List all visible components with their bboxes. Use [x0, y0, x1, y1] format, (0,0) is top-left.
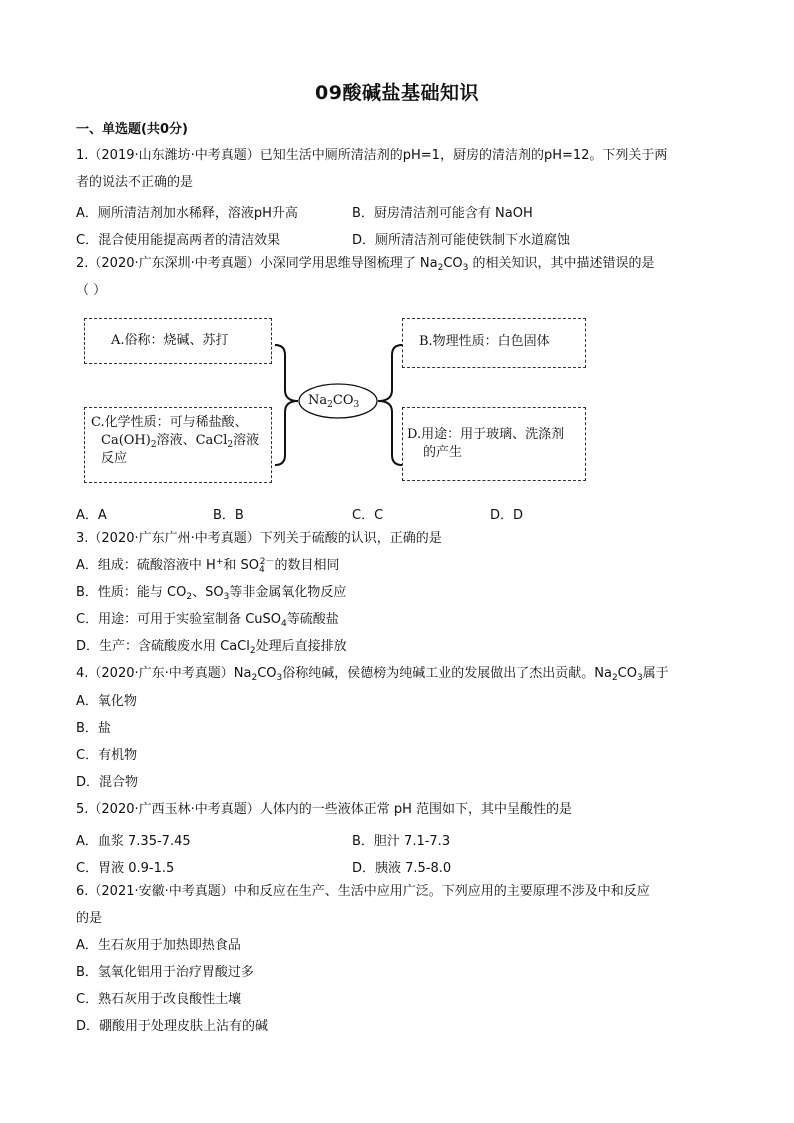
q1-stem-line1: 1.（2019·山东潍坊·中考真题）已知生活中厕所清洁剂的pH=1，厨房的清洁剂的pH=12。下列关于两 — [76, 148, 668, 163]
q3-option-d: D．生产：含硫酸废水用 CaCl$_2$处理后直接排放 — [76, 639, 347, 656]
q4-option-c: C．有机物 — [76, 748, 138, 763]
q2-stem-text-b: CO — [443, 256, 463, 271]
center-formula: $Na_2CO_3$ — [308, 393, 360, 410]
mind-map-diagram — [80, 315, 590, 485]
box-d-line2: 的产生 — [423, 445, 463, 460]
q4-option-d: D．混合物 — [76, 775, 139, 790]
box-a-text: A.俗称：烧碱、苏打 — [111, 333, 229, 348]
q2-stem-text-c: 的相关知识，其中描述错误的是 — [468, 256, 655, 271]
q5-stem: 5.（2020·广西玉林·中考真题）人体内的一些液体正常 pH 范围如下，其中呈酸性的是 — [76, 802, 573, 817]
q2-stem-text-a: 2.（2020·广东深圳·中考真题）小深同学用思维导图梳理了 Na — [76, 256, 438, 271]
q2-option-b: B．B — [213, 508, 244, 523]
q6-stem-line1: 6.（2021·安徽·中考真题）中和反应在生产、生活中应用广泛。下列应用的主要原理不涉及中和反应 — [76, 884, 650, 899]
q6-option-a: A．生石灰用于加热即热食品 — [76, 938, 241, 953]
q2-stem-line2: （ ） — [76, 283, 107, 298]
box-d-line1: D.用途：用于玻璃、洗涤剂 — [407, 427, 565, 442]
q2-stem-sub-b: 3 — [462, 263, 469, 273]
q3-option-a: A．组成：硫酸溶液中 H+和 $SO_4^{2-}$的数目相同 — [76, 557, 340, 575]
q1-option-d: D．厕所清洁剂可能使铁制下水道腐蚀 — [352, 233, 571, 248]
q6-option-d: D．硼酸用于处理皮肤上沾有的碱 — [76, 1019, 269, 1034]
q4-stem: 4.（2020·广东·中考真题）$Na_2CO_3$俗称纯碱，侯德榜为纯碱工业的发展做出了杰出贡献。$Na_2CO_3$属于 — [76, 666, 669, 683]
box-b-text: B.物理性质：白色固体 — [419, 334, 550, 349]
q2-option-c: C．C — [352, 508, 384, 523]
q2-stem-sub-a: 2 — [437, 263, 444, 273]
q1-stem-line2: 者的说法不正确的是 — [76, 175, 194, 190]
box-c-line2: $Ca(OH)_2$溶液、CaCl$_2$溶液 — [101, 433, 260, 450]
box-c — [84, 407, 272, 483]
box-d — [402, 407, 586, 481]
q6-stem-line2: 的是 — [76, 911, 103, 926]
q5-option-a: A．血浆 7.35-7.45 — [76, 834, 191, 849]
q5-option-c: C．胃液 0.9-1.5 — [76, 861, 175, 876]
q2-stem-line1 — [76, 256, 655, 272]
q4-option-b: B．盐 — [76, 721, 111, 736]
q2-option-a: A．A — [76, 508, 107, 523]
box-b — [402, 318, 586, 368]
q4-option-a: A．氧化物 — [76, 694, 137, 709]
box-c-line3: 反应 — [101, 451, 128, 466]
page-title: 09酸碱盐基础知识 — [315, 82, 479, 104]
q6-option-b: B．氢氧化铝用于治疗胃酸过多 — [76, 965, 254, 980]
box-c-line1: C.化学性质：可与稀盐酸、 — [91, 415, 248, 430]
q3-stem: 3.（2020·广东广州·中考真题）下列关于硫酸的认识，正确的是 — [76, 531, 442, 546]
q3-option-c: C．用途：可用于实验室制备 CuSO$_4$等硫酸盐 — [76, 612, 339, 629]
q5-option-b: B．胆汁 7.1-7.3 — [352, 834, 451, 849]
q3-option-b: B．性质：能与 $CO_2$、$SO_3$等非金属氧化物反应 — [76, 585, 347, 602]
q1-option-c: C．混合使用能提高两者的清洁效果 — [76, 233, 281, 248]
q6-option-c: C．熟石灰用于改良酸性土壤 — [76, 992, 242, 1007]
q5-option-d: D．胰液 7.5-8.0 — [352, 861, 452, 876]
q1-option-a: A．厕所清洁剂加水稀释，溶液pH升高 — [76, 206, 298, 221]
section-heading: 一、单选题(共0分) — [76, 122, 188, 137]
q1-option-b: B．厨房清洁剂可能含有 NaOH — [352, 206, 533, 221]
box-a — [84, 318, 272, 364]
q2-option-d: D．D — [490, 508, 524, 523]
